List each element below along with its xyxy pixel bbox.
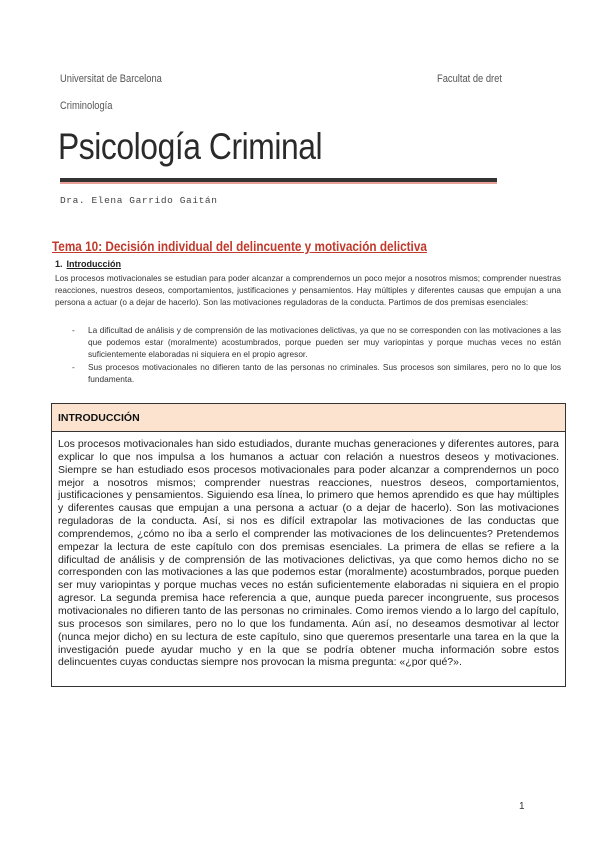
list-item-text: La dificultad de análisis y de comprensión de las motivaciones delictivas, ya que no se corresponden con las motivaciones a las que podemos estar (moralmente) acostumbrados, porque pueden ser muy variopintas y porque muchas veces no están suficientemente elaboradas ni siquiera en el propio agresor.: [88, 325, 561, 360]
list-item: [55, 324, 561, 361]
title-underline: [60, 178, 497, 184]
author-name: Dra. Elena Garrido Gaitán: [60, 195, 218, 206]
subject-name: Criminología: [60, 100, 113, 112]
subsection-heading: [55, 259, 121, 269]
list-item-text: Sus procesos motivacionales no difieren tanto de las personas no criminales. Sus procesos son similares, pero no lo que los fundamenta.: [88, 361, 561, 384]
page-number: 1: [519, 801, 525, 812]
bullet-dash: -: [72, 325, 75, 335]
introduction-box: [51, 403, 566, 687]
list-item: [55, 361, 561, 385]
introduction-box-body: Los procesos motivacionales han sido estudiados, durante muchas generaciones y diferentes autores, para explicar lo que nos impulsa a los humanos a actuar con relación a nuestros deseos y motivaciones. Siempre se han estudiado esos procesos motivacionales para poder alcanzar a comprendernos un poco mejor a nosotros mismos; comprender nuestras reacciones, nuestros deseos, comportamientos, justificaciones y pensamientos. Siguiendo esa línea, lo primero que hemos aprendido es que hay múltiples y diferentes causas que empujan a una persona a actuar (o a dejar de hacerlo). Son las motivaciones reguladoras de la conducta. Así, si nos es difícil extrapolar las motivaciones de las conductas que comprendemos, ¿cómo no iba a serlo el comprender las motivaciones de los delincuentes? Pretendemos empezar la lectura de este capítulo con dos premisas esenciales. La primera de ellas se refiere a la dificultad de análisis y de comprensión de las motivaciones delictivas, ya que como hemos dicho no se corresponden con las motivaciones a las que podemos estar (moralmente) acostumbrados, porque pueden ser muy variopintas y porque muchas veces no están suficientemente elaboradas ni siquiera en el propio agresor. La segunda premisa hace referencia a que, aunque pueda parecer incongruente, sus procesos motivacionales no difieren tanto de las personas no criminales. Como iremos viendo a lo largo del capítulo, sus procesos son similares, pero no lo que los fundamenta. Aún así, no deseamos desmotivar al lector (nunca mejor dicho) en su lectura de este capítulo, sino que queremos presentarle una tarea en la que la investigación puede ayudar mucho y en la que se podría obtener mucha información sobre estos delincuentes cuyas conductas siempre nos provocan la misma pregunta: «¿por qué?».: [58, 438, 559, 669]
document-title: Psicología Criminal: [58, 126, 323, 167]
section-title: Tema 10: Decisión individual del delincuente y motivación delictiva: [52, 238, 427, 254]
subsection-number: 1.: [55, 259, 63, 269]
intro-paragraph: Los procesos motivacionales se estudian para poder alcanzar a comprendernos un poco mejor a nosotros mismos; comprender nuestras reacciones, nuestros deseos, comportamientos, justificaciones y pensamientos. Hay múltiples y diferentes causas que empujan a una persona a actuar (o a dejar de hacerlo). Son las motivaciones reguladoras de la conducta. Partimos de dos premisas esenciales:: [55, 273, 561, 308]
premises-list: [55, 324, 561, 385]
subsection-label: Introducción: [66, 259, 122, 269]
faculty-name: Facultat de dret: [437, 73, 502, 85]
introduction-box-header: [52, 404, 565, 432]
introduction-box-heading: INTRODUCCIÓN: [58, 412, 140, 424]
bullet-dash: -: [72, 361, 75, 372]
university-name: Universitat de Barcelona: [60, 73, 162, 85]
